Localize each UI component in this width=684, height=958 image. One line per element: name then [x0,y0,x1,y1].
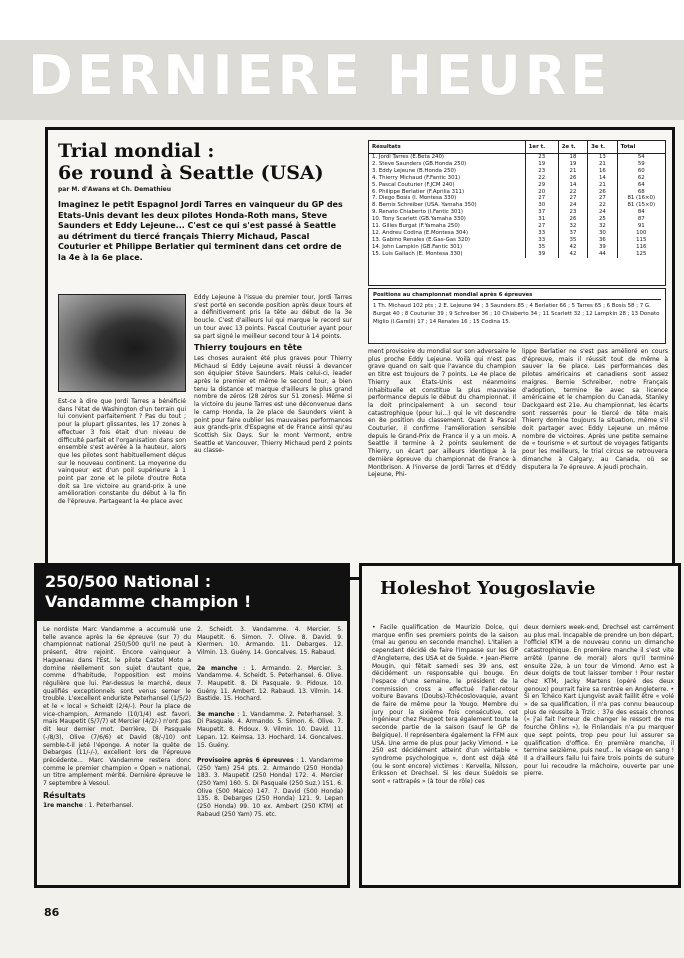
trial-column-3: ment provisoire du mondial sur son adversaire le plus proche Eddy Lejeune. Voilà qui n'est pas grave quand on sait que l'avance du champion en titre est toujours de 7 points. Le 4e place de Thierry aux Etats-Unis est néanmoins inhabituelle et constitue la plus mauvaise performance depuis le début du championnat. Il la doit principalement à un second tour catastrophique (pour lui...) qui le vit descendre en 8e position du classement. Quant à Pascal Couturier, il confirme l'amélioration sensible depuis le Grand-Prix de France il y a un mois. A Seattle il termine à 2 points seulement de Thierry, un écart par ailleurs identique à la dernière épreuve du championnat de France à Montbrison. A l'inverse de Jordi Tarres et d'Eddy Lejeune, Phi- [368,348,516,479]
banner-title: DERNIERE HEURE [28,44,612,107]
table-cell: 30 [525,202,558,209]
table-row [369,202,665,209]
table-cell: 36 [588,237,617,244]
table-cell: 81 (16×0) [617,195,665,202]
table-cell: 35 [558,237,587,244]
table-cell: 30 [588,230,617,237]
table-cell: 26 [588,189,617,196]
national-col1-text: Le nordiste Marc Vandamme a accumulé une telle avance après la 6e épreuve (sur 7) du championnat national 250/500 qu'il ne peut à présent, être rejoint. Encore vainqueur à Haguenau dans l'Est, le pilote Castel Moto a domine réellement son sujet d'autant que, comme d'habitude, l'opposition est moins régulière que lui. Par-dessus le marché, deux qualifiés exceptionnels sont venus semer le trouble. L'excellent enduriste Peterhansel (1/5/2) et le « local » Scheidt (2/4/-). Pour la place de vice-champion, Armando (10/1/4) est favori, mais Maupetit (5/7/7) et Mercier (4/2/-) n'ont pas dit leur dernier mot. Derrière, Di Pasquale (-/8/3), Olive (7/6/6) et David (8/-/10) ont semble-t-il jeté l'éponge. A noter la quête de Debarges (11/-/-), excellent lors de l'épreuve précédente... Marc Vandamme restera donc comme le premier champion « Open » national, un titre amplement mérité. Dernière épreuve le 7 septembre à Vesoul. [43,626,191,788]
national-title-line1: 250/500 National : [45,572,212,591]
national-article [34,563,350,888]
trial-subheading: Thierry toujours en tête [194,343,303,353]
table-cell: 91 [617,223,665,230]
table-cell: 87 [617,216,665,223]
table-cell: 42 [558,251,587,258]
table-cell: 100 [617,230,665,237]
trial-article [45,127,675,580]
table-cell: 1. Jordi Tarres (E.Beta 240) [372,154,445,160]
table-cell: 62 [617,175,665,182]
table-cell: 14 [588,175,617,182]
trial-col2-para2: Les choses auraient été plus graves pour Thierry Michaud si Eddy Lejeune avait réussi à devancer son équipier Steve Saunders. Mais celui-ci, leader après le premier et même le second tour, a bien tenu la distance et marque d'ailleurs le plus grand nombre de zéros (28 zéros sur 51 zones). Même si la victoire du jeune Tarres est une déconvenue dans le camp Honda, la 2e place de Saunders vient à point pour faire oublier les mauvaises performances aux grands-prix d'Espagne et de France ainsi qu'au Scottish Six Days. Sur le mont Vermont, entre Seattle et Vancouver, Thierry Michaud perd 2 points au classe- [194,354,352,455]
table-cell: 24 [588,209,617,216]
results-header-0: Résultats [369,141,525,154]
table-cell: 14. John Lampkin (GB.Fantic 301) [372,243,463,250]
holeshot-column-2: deux derniers week-end, Drechsel est carrément au plus mal. Incapable de prendre un bon départ, l'officiel KTM a de nouveau connu un dimanche catastrophique. En première manche il s'est vite arrêté (panne de moral) alors qu'il terminé ensuite 22e, à un tour de Vimond. Arno est à deux doigts de tout laisser tomber ! Pour rester chez KTM, Jacky Martens (opéré des deux genoux) pourrait faire sa rentrée en Angleterre. • Si en Tchéco Kart Ljungvist avait faillit être « volé » de sa qualification, il n'a pas connu beaucoup plus de réussite à Trzic : 37e des essais chronos (« j'ai fait l'erreur de changer le ressort de ma fourche Öhlins »), le Finlandais n'a pu marquer que sept points, trop peu pour lui assurer sa qualification d'office. En première manche, il termine seizième, puis neuf... le visage en sang ! Il a d'ailleurs failu lui faire trois points de suture pour lui recoudre la mâchoire, ouverte par une pierre. [524,624,674,778]
table-cell: 12. Andreu Codina (E.Montesa 304) [372,229,469,236]
trial-byline: par M. d'Awans et Ch. Demathieu [58,186,171,193]
table-cell: 44 [588,251,617,258]
table-cell: 19 [525,161,558,168]
table-cell: 27 [525,195,558,202]
table-row [369,161,665,168]
table-cell: 22 [558,189,587,196]
table-cell: 16 [588,168,617,175]
championship-heading: Positions au championnat mondial après 6 épreuves [373,291,661,300]
table-row [369,237,665,244]
table-cell: 22 [588,202,617,209]
table-row [369,175,665,182]
table-cell: 13. Gabino Renales (E.Gas-Gas 320) [372,236,471,243]
national-m3-label: 3e manche [197,710,235,718]
trial-title [58,140,348,184]
table-cell: 26 [558,216,587,223]
table-cell: 33 [525,230,558,237]
table-cell: 15. Luis Gallach (E. Montesa 330) [372,250,463,257]
table-cell: 68 [617,189,665,196]
table-cell: 6. Philippe Berlatier (F.Aprilia 311) [372,188,465,195]
national-results-heading: Résultats [43,790,86,800]
table-cell: 23 [525,154,558,161]
table-cell: 23 [558,209,587,216]
holeshot-title: Holeshot Yougoslavie [380,578,596,599]
table-cell: 33 [525,237,558,244]
table-cell: 10. Tony Scarlett (GB.Yamaha 330) [372,216,466,223]
championship-text: 1 Th. Michaud 102 pts ; 2 E. Lejeune 94 ; 3 Saunders 85 ; 4 Berlatier 66 ; 5 Tarres 65 ; 6 Bosis 58 ; 7 G. Burgat 40 ; 8 Couturier 39 ; 9 Schreiber 36 ; 10 Chiaberto 34 ; 11 Scarlett 32 ; 12 Lampkin 28 ; 13 Donato Miglio (I.Garelli) 17 ; 14 Renales 16 ; 15 Codina 15. [373,303,660,325]
trial-column-4: lippe Berlatier ne s'est pas amélioré en cours d'épreuve, mais il réussit tout de même à sauver la 6e place. Les performances des pilotes américains et canadiens sont assez maigres. Bernie Schreiber, notre Français d'adoption, termine 8e avec sa licence américaine et le champion du Canada, Stanley Dackgaard est 21e. Au championnat, les écarts sont resserrés pour le tiercé de tête mais Thierry domine toujours la situation, même s'il doit partager avec Eddy Lejeune un même nombre de victoires. Après une petite semaine de « tourisme » et surtout de voyages fatigants pour les meilleurs, le trial circus se retrouvera dimanche à Calgary, au Canada, où se disputera la 7e épreuve. A jeudi prochain. [522,348,668,471]
national-m1-a: : 1. Peterhansel. [84,802,134,810]
table-cell: 31 [525,216,558,223]
table-cell: 32 [588,223,617,230]
table-cell: 39 [525,251,558,258]
national-m2-text: : 1. Armando. 2. Mercier. 3. Vandamme. 4. Scheidt. 5. Peterhansel. 6. Olive. 7. Maupetit. 8. Di Pasquale. 9. Pidoux. 10. Guény. 11. Ambert. 12. Rabaud. 13. Vilmin. 14. Bastide. 15. Hochard. [197,664,343,703]
national-column-1 [43,626,191,884]
national-m3-text: : 1. Vandamme. 2. Peterhansel. 3. Di Pasquale. 4. Armando. 5. Simon. 6. Olive. 7. Maupetit. 8. Pidoux. 9. Vilmin. 10. David. 11. Lepan. 12. Keimsa. 13. Hochard. 14. Goncalves. 15. Guény. [197,710,343,749]
national-prov-label: Provisoire après 6 épreuves [197,756,294,764]
results-header-2: 2e t. [558,141,587,154]
table-cell: 29 [525,182,558,189]
results-header-1: 1er t. [525,141,558,154]
national-m2-label: 2e manche [197,664,238,672]
page-number: 86 [44,906,60,919]
table-cell: 7. Diego Bosis (I. Montesa 330) [372,195,457,202]
table-cell: 14 [558,182,587,189]
championship-box [368,288,666,344]
trial-photo [58,294,186,392]
table-cell: 22 [525,175,558,182]
holeshot-article [359,563,681,888]
table-cell: 13 [588,154,617,161]
table-cell: 2. Steve Saunders (GB.Honda 250) [372,160,467,167]
trial-lead: Imaginez le petit Espagnol Jordi Tarres en vainqueur du GP des Etats-Unis devant les deux pilotes Honda-Roth mans, Steve Saunders et Eddy Lejeune... C'est ce qui s'est passé à Seattle au détriment du tiercé français Thierry Michaud, Pascal Couturier et Philippe Berlatier qui terminent dans cet ordre de la 4e à la 6e place. [58,200,343,262]
table-cell: 42 [558,244,587,251]
table-cell: 26 [558,175,587,182]
trial-title-line2: 6e round à Seattle (USA) [58,162,324,184]
table-row [369,154,665,161]
table-row [369,168,665,175]
table-cell: 11. Gilles Burgat (F.Yamaha 250) [372,223,460,230]
table-cell: 35 [525,244,558,251]
trial-title-line1: Trial mondial : [58,140,215,162]
table-cell: 3. Eddy Lejeune (B.Honda 250) [372,167,457,174]
table-row [369,209,665,216]
results-header-3: 3e t. [588,141,617,154]
table-cell: 25 [588,216,617,223]
national-title [37,566,347,621]
table-cell: 116 [617,244,665,251]
table-cell: 60 [617,168,665,175]
table-cell: 39 [588,244,617,251]
table-cell: 18 [558,154,587,161]
banner [0,0,684,120]
table-row [369,244,665,251]
national-m1-label: 1re manche [43,802,83,810]
table-row [369,230,665,237]
table-cell: 20 [525,189,558,196]
table-cell: 81 (15×0) [617,202,665,209]
results-header-4: Total [617,141,665,154]
table-cell: 27 [525,223,558,230]
table-row [369,189,665,196]
table-cell: 37 [525,209,558,216]
table-cell: 59 [617,161,665,168]
table-cell: 24 [558,202,587,209]
national-column-2 [197,626,343,884]
table-cell: 8. Bernis Schreiber (USA. Yamaha 350) [372,202,477,209]
table-cell: 4. Thierry Michaud (F.Fantic 301) [372,174,461,181]
table-cell: 37 [558,230,587,237]
table-row [369,216,665,223]
table-cell: 54 [617,154,665,161]
holeshot-column-1: • Facile qualification de Maurizio Dolce, qui marque enfin ses premiers points de la saison (mal au genou en seconde manche). L'Italien a cependant décidé de faire l'impasse sur les GP d'Angleterre, des USA et de Suède. • Jean-Pierre Mougin, qui fêtait samedi ses 39 ans, est décidément un responsable qui bouge. En l'espace d'une semaine, le président de la commission cross a effectué l'aller-retour voiture Bavans (Doubs)-Tchécoslovaquie, avant de faire de même pour la Yougo. Membre du jury pour la sixième fois consécutive, cet ingénieur chez Peugeot tera également toute la seconde partie de la saison (sauf le GP de Belgique). Il représentera également la FFM aux USA. Une arme de plus pour Jacky Vimond. • Le 250 est décidément atteint d'un véritable « syndrome psychologique », dont est déjà été (ou le sont encore) victimes : Kervella, Nilsson, Eriksson et Drechsel. Si les deux Suédois se sont « rattrapés » (à tour de rôle) ces [372,624,518,786]
table-cell: 27 [588,195,617,202]
table-cell: 115 [617,237,665,244]
trial-column-1: Est-ce à dire que Jordi Tarres a bénéficié dans l'état de Washington d'un terrain qui lui convient parfaitement ? Pas du tout ; pour la plupart glissantes, les 17 zones à effectuer 3 fois était d'un niveau de difficulté parfait et l'organisation dans son ensemble s'est avérée à la hauteur, alors que les pilotes sont habituellement déçus sur le nouveau continent. La moyenne du vainqueur est d'un poil supérieure à 1 point par zone et le pilote d'outre Rota doit sa 1re victoire au grand-prix à une amélioration constante du début à la fin de l'épreuve. Partageant la 4e place avec [58,398,186,506]
table-cell: 21 [588,161,617,168]
table-cell: 64 [617,182,665,189]
table-row [369,195,665,202]
table-cell: 32 [558,223,587,230]
table-row [369,251,665,258]
table-cell: 5. Pascal Couturier (F.JCM 240) [372,181,455,188]
table-cell: 21 [588,182,617,189]
national-title-line2: Vandamme champion ! [45,592,252,611]
national-col2-text: 2. Scheidt. 3. Vandamme. 4. Mercier. 5. Maupetit. 6. Simon. 7. Olive. 8. David. 9. Kiermen. 10. Armando. 11. Debarges. 12. Vilmin. 13. Guény. 14. Goncalves. 15. Rabaud. [197,626,343,657]
results-table [368,140,666,286]
table-row [369,223,665,230]
table-cell: 27 [558,195,587,202]
trial-col2-para: Eddy Lejeune à l'issue du premier tour, Jordi Tarres s'est porté en seconde position après deux tours et a définitivement pris la tête au début de la 3e boucle. C'est d'ailleurs lui qui marque le record sur un tour avec 13 points. Pascal Couturier ayant pour sa part signé le meilleur second tour à 14 points. [194,294,352,340]
table-row [369,182,665,189]
national-prov-text: : 1. Vandamme (250 Yam) 254 pts. 2. Armando (250 Honda) 183. 3. Maupetit (250 Honda) 172. 4. Mercier (250 Yam) 160. 5. Di Pasquale (250 Suz.) 151. 6. Olive (500 Maico) 147. 7. David (500 Honda) 135. 8. Debarges (250 Honda) 121. 9. Lepan (250 Honda) 99. 10 ex. Ambert (250 KTM) et Rabaud (250 Yam) 75. etc. [197,756,343,818]
table-cell: 84 [617,209,665,216]
table-cell: 19 [558,161,587,168]
table-cell: 21 [558,168,587,175]
table-cell: 9. Renato Chiaberto (I.Fantic 301) [372,209,463,216]
table-cell: 125 [617,251,665,258]
trial-column-2 [194,294,352,576]
table-cell: 23 [525,168,558,175]
